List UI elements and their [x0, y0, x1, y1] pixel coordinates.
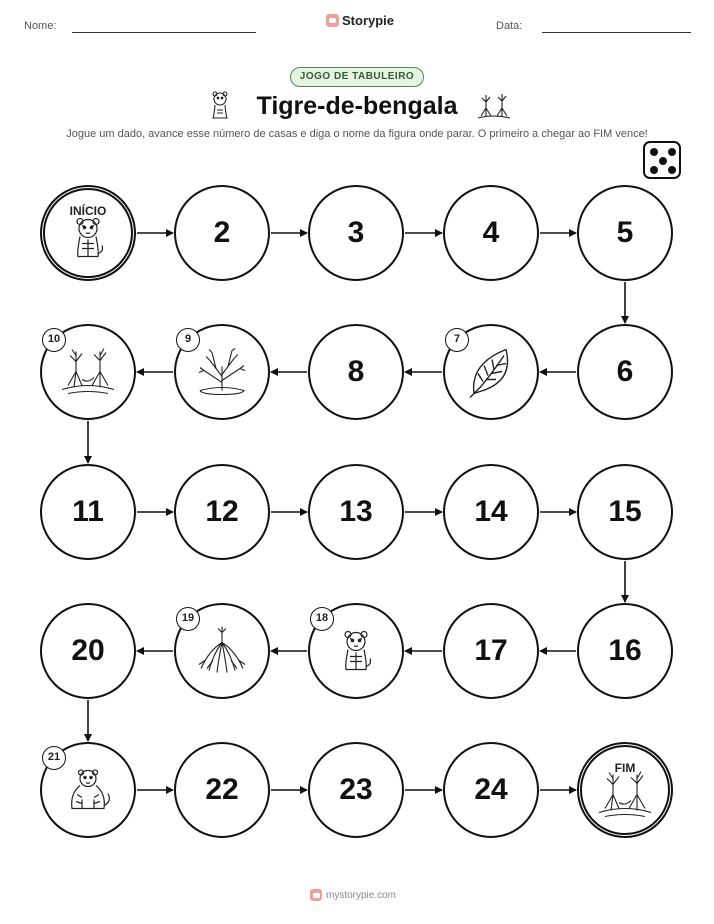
space-number-badge: 19: [176, 607, 200, 631]
space-number-badge: 9: [176, 328, 200, 352]
start-label: INÍCIO: [69, 204, 107, 218]
space-number-badge: 7: [445, 328, 469, 352]
game-type-badge: JOGO DE TABULEIRO: [290, 67, 424, 87]
board-space-16: [577, 603, 673, 699]
mangrove-icon: [597, 768, 653, 825]
board-space-22: [174, 742, 270, 838]
space-number: 8: [347, 355, 365, 388]
page-title: Tigre-de-bengala: [256, 92, 458, 120]
board-space-24: [443, 742, 539, 838]
board-space-9: [174, 324, 270, 420]
board-space-3: [308, 185, 404, 281]
space-number: 22: [205, 773, 239, 806]
space-number-badge: 10: [42, 328, 66, 352]
end-label: FIM: [614, 761, 636, 775]
board-space-7: [443, 324, 539, 420]
space-number: 16: [608, 634, 642, 667]
space-number: 4: [482, 216, 500, 249]
board-space-8: [308, 324, 404, 420]
space-number-badge: 21: [42, 746, 66, 770]
name-label: Nome:: [24, 20, 57, 32]
board-space-13: [308, 464, 404, 560]
tiger-cub-icon: [336, 628, 376, 677]
bush-icon: [192, 346, 252, 401]
board-space-5: [577, 185, 673, 281]
mangrove-icon: [60, 345, 116, 402]
board-space-6: [577, 324, 673, 420]
space-number: 14: [474, 495, 508, 528]
instructions-text: Jogue um dado, avance esse número de casas e diga o nome da figura onde parar. O primeiro a chegar ao FIM vence!: [66, 128, 648, 140]
space-number-badge: 18: [310, 607, 334, 631]
space-number: 5: [616, 216, 634, 249]
footer-url: mystorypie.com: [326, 889, 397, 901]
space-number: 12: [205, 495, 239, 528]
space-number: 3: [347, 216, 365, 249]
space-number: 6: [616, 355, 634, 388]
brand-name: Storypie: [342, 13, 395, 28]
board-space-11: [40, 464, 136, 560]
footer-logo-icon: [310, 889, 322, 901]
board-space-21: [40, 742, 136, 838]
board-space-14: [443, 464, 539, 560]
space-number: 2: [213, 216, 231, 249]
space-number: 24: [474, 773, 508, 806]
board-space-17: [443, 603, 539, 699]
space-number: 17: [474, 634, 508, 667]
board-space-2: [174, 185, 270, 281]
board-space-4: [443, 185, 539, 281]
board-space-10: [40, 324, 136, 420]
space-number: 11: [72, 495, 104, 528]
footer: [310, 889, 396, 901]
board-space-18: [308, 603, 404, 699]
space-number: 23: [339, 773, 373, 806]
board-space-19: [174, 603, 270, 699]
roots-icon: [195, 624, 249, 681]
space-number: 20: [71, 634, 105, 667]
space-number: 13: [339, 495, 373, 528]
date-label: Data:: [496, 20, 523, 32]
tiger-cub-icon: [68, 215, 108, 264]
end-space: [577, 742, 673, 838]
board-space-23: [308, 742, 404, 838]
board-space-12: [174, 464, 270, 560]
board-space-20: [40, 603, 136, 699]
start-space: [40, 185, 136, 281]
tiger-icon: [62, 767, 114, 816]
board-space-15: [577, 464, 673, 560]
space-number: 15: [608, 495, 642, 528]
leaf-icon: [466, 343, 516, 404]
